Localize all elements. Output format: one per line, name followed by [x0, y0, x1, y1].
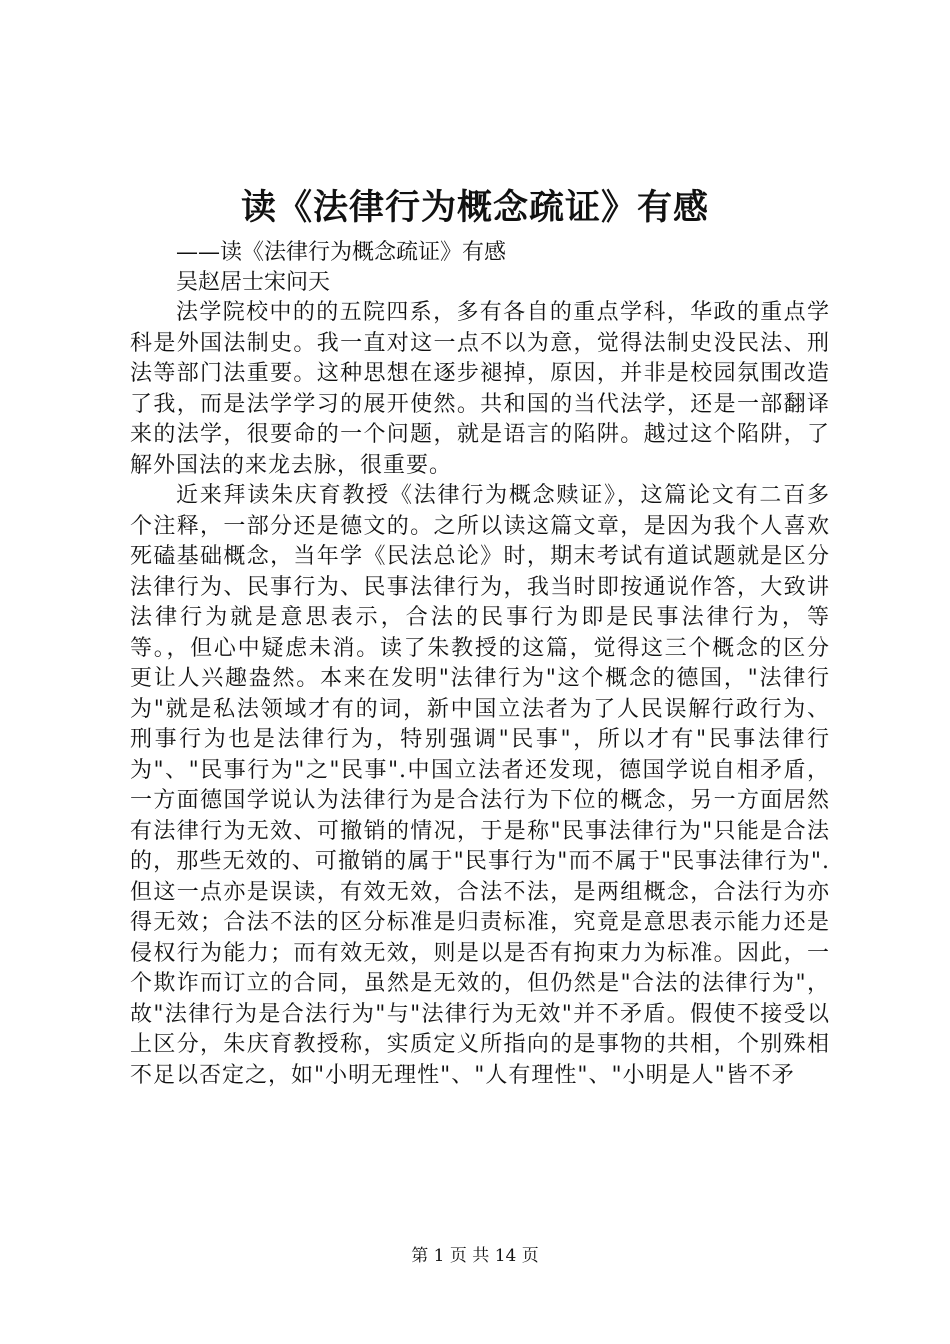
document-subtitle: ——读《法律行为概念疏证》有感: [176, 240, 507, 265]
body-paragraph-1: 法学院校中的的五院四系，多有各自的重点学科，华政的重点学科是外国法制史。我一直对这一点不以为意，觉得法制史没民法、刑法等部门法重要。这种思想在逐步褪掉，原因，并非是校园氛围改造了我，而是法学学习的展开使然。共和国的当代法学，还是一部翻译来的法学，很要命的一个问题，就是语言的陷阱。越过这个陷阱，了解外国法的来龙去脉，很重要。: [130, 300, 830, 478]
document-title: 读《法律行为概念疏证》有感: [240, 187, 709, 228]
body-paragraph-2: 近来拜读朱庆育教授《法律行为概念赎证》，这篇论文有二百多个注释，一部分还是德文的。之所以读这篇文章，是因为我个人喜欢死磕基础概念，当年学《民法总论》时，期末考试有道试题就是区分法律行为、民事行为、民事法律行为，我当时即按通说作答，大致讲法律行为就是意思表示，合法的民事行为即是民事法律行为，等等。，但心中疑虑未消。读了朱教授的这篇，觉得这三个概念的区分更让人兴趣盎然。本来在发明"法律行为"这个概念的德国，"法律行为"就是私法领域才有的词，新中国立法者为了人民误解行政行为、刑事行为也是法律行为，特别强调"民事"，所以才有"民事法律行为"、"民事行为"之"民事".中国立法者还发现，德国学说自相矛盾，一方面德国学说认为法律行为是合法行为下位的概念，另一方面居然有法律行为无效、可撤销的情况，于是称"民事法律行为"只能是合法的，那些无效的、可撤销的属于"民事行为"而不属于"民事法律行为".但这一点亦是误读，有效无效，合法不法，是两组概念，合法行为亦得无效；合法不法的区分标准是归责标准，究竟是意思表示能力还是侵权行为能力；而有效无效，则是以是否有拘束力为标准。因此，一个欺诈而订立的合同，虽然是无效的，但仍然是"合法的法律行为"，故"法律行为是合法行为"与"法律行为无效"并不矛盾。假使不接受以上区分，朱庆育教授称，实质定义所指向的是事物的共相，个别殊相不足以否定之，如"小明无理性"、"人有理性"、"小明是人"皆不矛: [130, 483, 830, 1088]
document-body: [130, 298, 830, 1091]
page-number-footer: 第 1 页 共 14 页: [411, 1246, 539, 1266]
document-author: 吴赵居士宋问天: [176, 270, 331, 295]
